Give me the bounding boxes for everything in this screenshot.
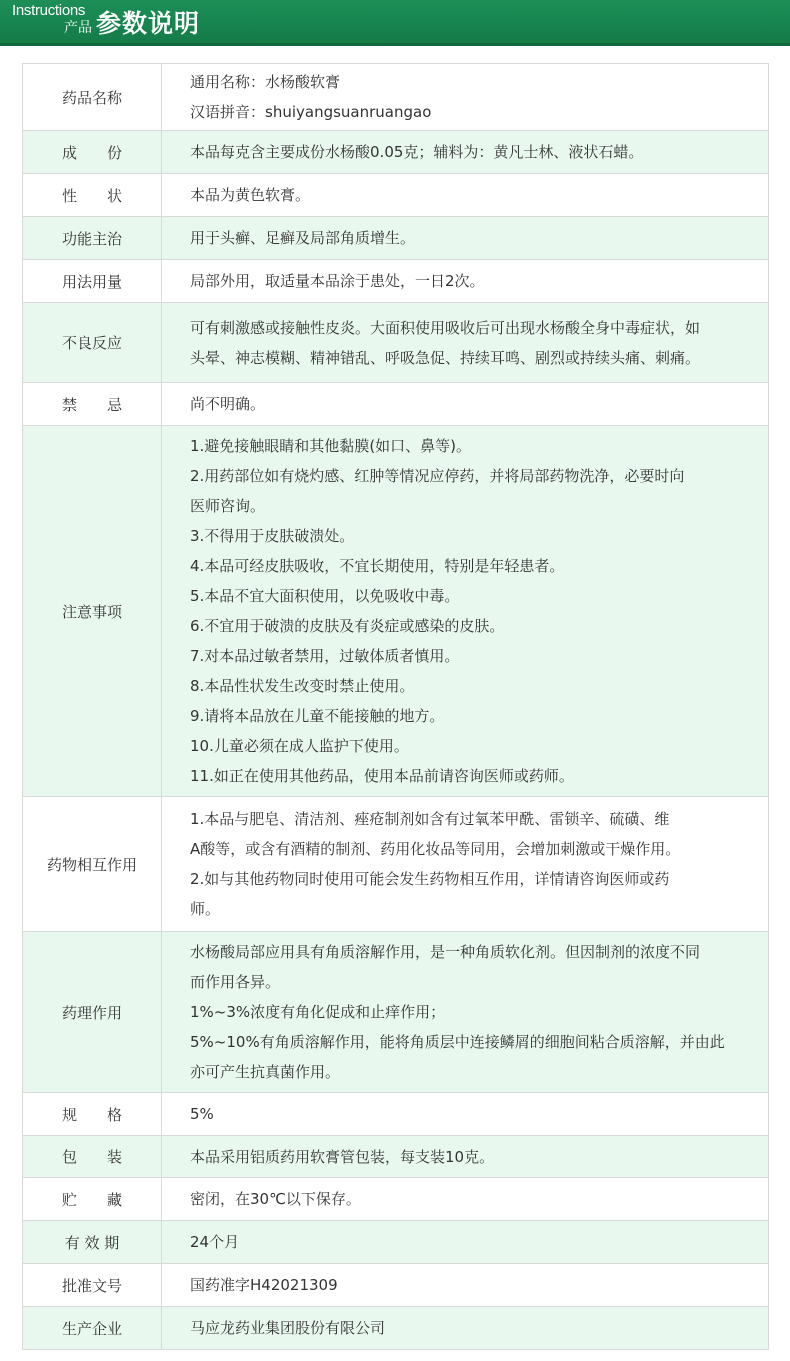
value-line: A酸等，或含有酒精的制剂、药用化妆品等同用，会增加刺激或干燥作用。 xyxy=(190,840,681,858)
value-line: 水杨酸局部应用具有角质溶解作用，是一种角质软化剂。但因制剂的浓度不同 xyxy=(190,943,701,961)
row-indications xyxy=(23,217,769,260)
value-line: 11.如正在使用其他药品，使用本品前请咨询医师或药师。 xyxy=(190,767,574,785)
row-value xyxy=(162,1136,769,1178)
value-line: 师。 xyxy=(190,900,221,918)
value-line: 24个月 xyxy=(190,1233,240,1251)
row-drug-name xyxy=(23,64,769,131)
value-line: 本品为黄色软膏。 xyxy=(190,186,311,204)
value-line: 6.不宜用于破溃的皮肤及有炎症或感染的皮肤。 xyxy=(190,617,505,635)
row-ingredients xyxy=(23,131,769,174)
value-line: 医师咨询。 xyxy=(190,497,266,515)
row-storage xyxy=(23,1178,769,1221)
value-line: 5% xyxy=(190,1105,214,1123)
row-label: 包 装 xyxy=(23,1136,162,1178)
value-line: 8.本品性状发生改变时禁止使用。 xyxy=(190,677,415,695)
row-label: 功能主治 xyxy=(23,217,162,260)
value-line: 7.对本品过敏者禁用，过敏体质者慎用。 xyxy=(190,647,460,665)
value-line: 可有刺激感或接触性皮炎。大面积使用吸收后可出现水杨酸全身中毒症状，如 xyxy=(190,318,701,337)
row-value xyxy=(162,217,769,260)
row-manufacturer xyxy=(23,1307,769,1350)
header-divider xyxy=(0,43,790,46)
value-line: 尚不明确。 xyxy=(190,395,266,413)
row-label: 不良反应 xyxy=(23,303,162,383)
row-value xyxy=(162,1178,769,1221)
row-contraindications xyxy=(23,383,769,426)
row-label: 规 格 xyxy=(23,1093,162,1136)
value-line: 而作用各异。 xyxy=(190,973,281,991)
header-banner xyxy=(0,0,790,46)
row-label: 性 状 xyxy=(23,174,162,217)
value-line: 密闭，在30℃以下保存。 xyxy=(190,1190,361,1208)
row-value xyxy=(162,260,769,303)
row-value xyxy=(162,303,769,383)
value-line: 亦可产生抗真菌作用。 xyxy=(190,1063,341,1081)
row-value xyxy=(162,426,769,797)
row-value xyxy=(162,797,769,932)
value-line: 3.不得用于皮肤破溃处。 xyxy=(190,527,355,545)
parameter-table-body xyxy=(23,64,769,1350)
value-line: 用于头癣、足癣及局部角质增生。 xyxy=(190,229,416,247)
row-value xyxy=(162,174,769,217)
value-line: 4.本品可经皮肤吸收，不宜长期使用，特别是年轻患者。 xyxy=(190,557,565,575)
row-label: 成 份 xyxy=(23,131,162,174)
row-value xyxy=(162,932,769,1093)
value-line: 1%~3%浓度有角化促成和止痒作用； xyxy=(190,1003,446,1021)
value-line: 汉语拼音：shuiyangsuanruangao xyxy=(190,103,432,121)
row-value xyxy=(162,1264,769,1307)
row-label: 禁 忌 xyxy=(23,383,162,426)
value-line: 5.本品不宜大面积使用，以免吸收中毒。 xyxy=(190,587,460,605)
value-line: 1.避免接触眼睛和其他黏膜(如口、鼻等)。 xyxy=(190,437,472,455)
row-specification xyxy=(23,1093,769,1136)
row-value xyxy=(162,1307,769,1350)
value-line: 9.请将本品放在儿童不能接触的地方。 xyxy=(190,707,445,725)
header-prefix: 产品 xyxy=(64,20,92,36)
row-value xyxy=(162,1221,769,1264)
parameter-table xyxy=(22,63,769,1350)
row-drug-interactions xyxy=(23,797,769,932)
row-validity xyxy=(23,1221,769,1264)
row-appearance xyxy=(23,174,769,217)
row-pharmacology xyxy=(23,932,769,1093)
value-line: 马应龙药业集团股份有限公司 xyxy=(190,1319,386,1337)
row-approval-number xyxy=(23,1264,769,1307)
value-line: 5%~10%有角质溶解作用，能将角质层中连接鳞屑的细胞间粘合质溶解，并由此 xyxy=(190,1033,725,1051)
row-label: 生产企业 xyxy=(23,1307,162,1350)
row-dosage xyxy=(23,260,769,303)
value-line: 局部外用，取适量本品涂于患处，一日2次。 xyxy=(190,272,485,290)
row-value xyxy=(162,1093,769,1136)
value-line: 1.本品与肥皂、清洁剂、痤疮制剂如含有过氧苯甲酰、雷锁辛、硫磺、维 xyxy=(190,810,670,828)
value-line: 本品采用铝质药用软膏管包装，每支装10克。 xyxy=(190,1147,495,1166)
value-line: 2.用药部位如有烧灼感、红肿等情况应停药，并将局部药物洗净，必要时向 xyxy=(190,467,685,485)
row-precautions xyxy=(23,426,769,797)
value-line: 本品每克含主要成份水杨酸0.05克；辅料为：黄凡士林、液状石蜡。 xyxy=(190,143,644,161)
row-packaging xyxy=(23,1136,769,1178)
row-value xyxy=(162,131,769,174)
value-line: 国药准字H42021309 xyxy=(190,1276,338,1294)
row-label: 批准文号 xyxy=(23,1264,162,1307)
value-line: 10.儿童必须在成人监护下使用。 xyxy=(190,737,409,755)
row-label: 有 效 期 xyxy=(23,1221,162,1264)
row-value xyxy=(162,64,769,131)
row-adverse-reactions xyxy=(23,303,769,383)
row-label: 药物相互作用 xyxy=(23,797,162,932)
header-english-label: Instructions xyxy=(12,2,86,19)
row-label: 贮 藏 xyxy=(23,1178,162,1221)
value-line: 2.如与其他药物同时使用可能会发生药物相互作用，详情请咨询医师或药 xyxy=(190,870,670,888)
row-label: 注意事项 xyxy=(23,426,162,797)
row-value xyxy=(162,383,769,426)
value-line: 头晕、神志模糊、精神错乱、呼吸急促、持续耳鸣、剧烈或持续头痛、刺痛。 xyxy=(190,348,701,367)
row-label: 用法用量 xyxy=(23,260,162,303)
row-label: 药理作用 xyxy=(23,932,162,1093)
value-line: 通用名称：水杨酸软膏 xyxy=(190,73,341,91)
row-label: 药品名称 xyxy=(23,64,162,131)
page-title: 参数说明 xyxy=(96,9,201,38)
